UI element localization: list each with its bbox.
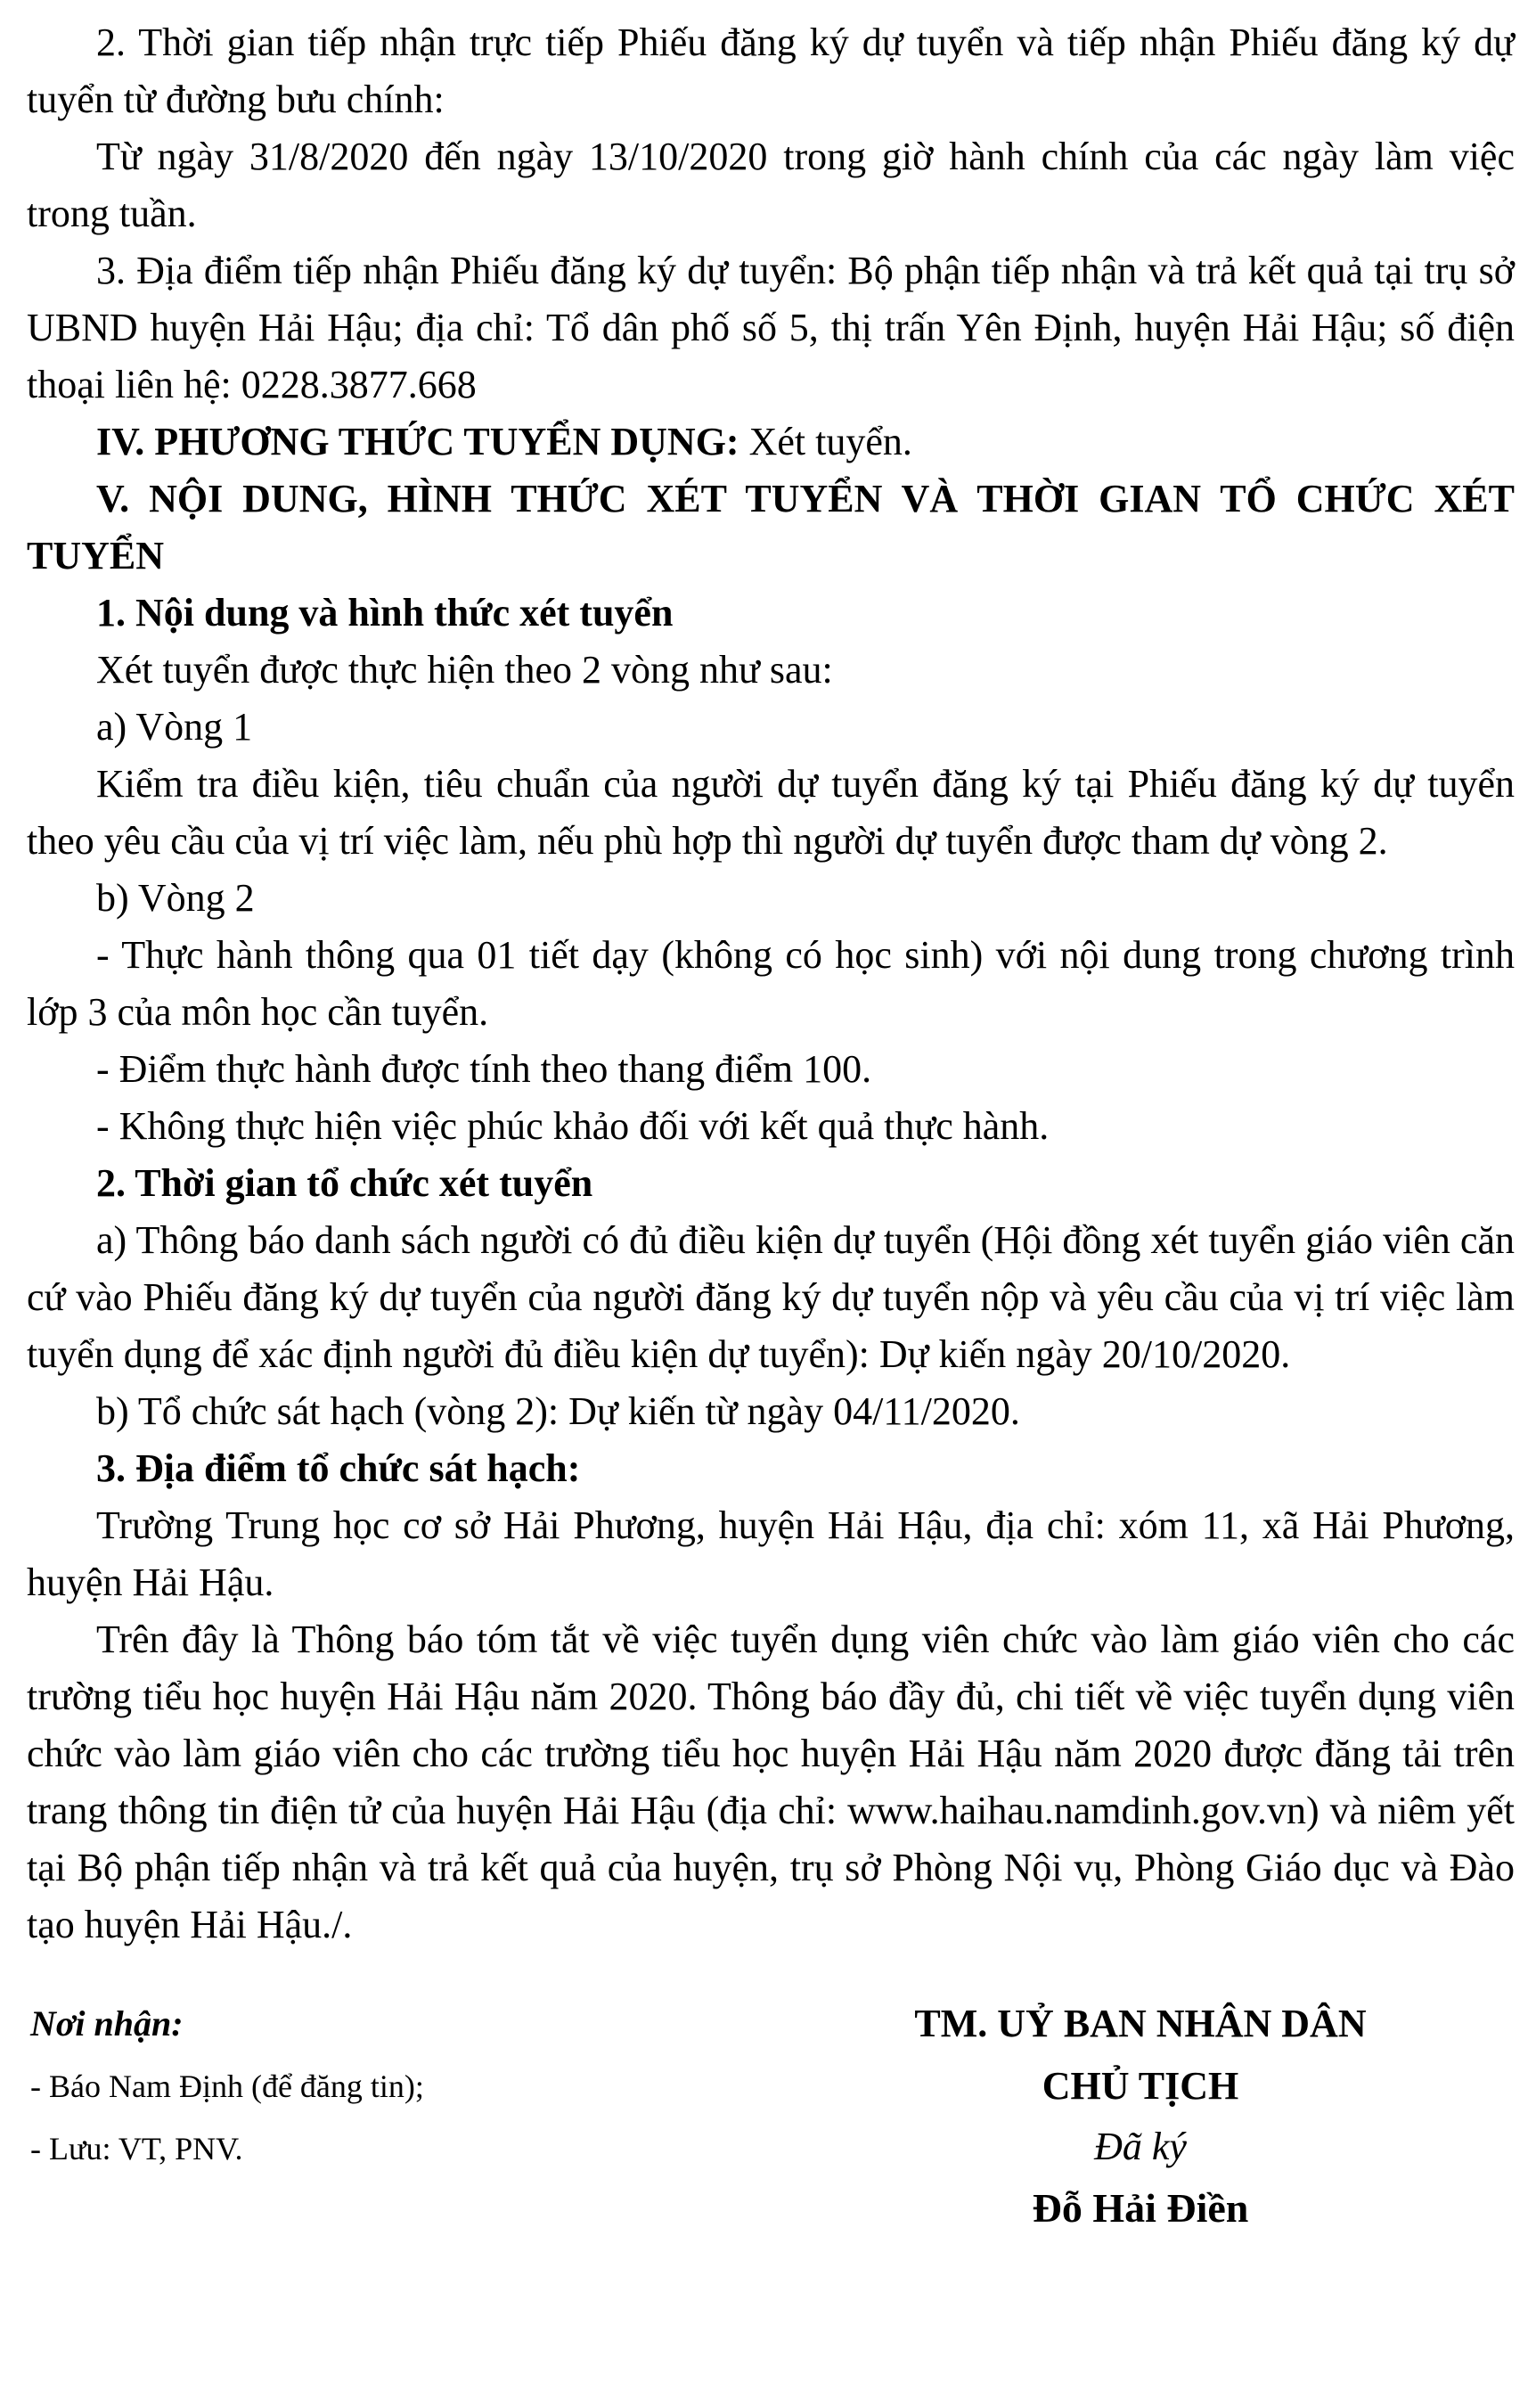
signature-signed-note: Đã ký: [1094, 2125, 1187, 2168]
text-run: - Thực hành thông qua 01 tiết dạy (không có học sinh) với nội dung trong chương trình lớp 3 của môn học cần tuyển.: [27, 933, 1515, 1034]
text-run: - Điểm thực hành được tính theo thang điểm 100.: [96, 1047, 872, 1091]
para-2-reception-time: [27, 14, 1515, 128]
para-2-schedule-heading: [27, 1155, 1515, 1212]
signature-authority: TM. UỶ BAN NHÂN DÂN: [914, 2002, 1367, 2045]
para-round-2-scale: [27, 1041, 1515, 1098]
signature-title: CHỦ TỊCH: [1042, 2064, 1239, 2108]
para-closing: [27, 1611, 1515, 1953]
text-run: V. NỘI DUNG, HÌNH THỨC XÉT TUYỂN VÀ THỜI GIAN TỔ CHỨC XÉT TUYỂN: [27, 477, 1515, 577]
text-run: IV. PHƯƠNG THỨC TUYỂN DỤNG:: [96, 420, 739, 463]
document-body: [27, 14, 1515, 1953]
text-run: 3. Địa điểm tổ chức sát hạch:: [96, 1446, 581, 1490]
para-schedule-a: [27, 1212, 1515, 1383]
text-run: Xét tuyển.: [739, 420, 912, 463]
para-round-2-practice: [27, 927, 1515, 1041]
para-iv-method: [27, 414, 1515, 471]
para-v-heading: [27, 471, 1515, 585]
recipient-item-luu: - Lưu: VT, PNV.: [30, 2131, 243, 2166]
text-run: a) Vòng 1: [96, 705, 253, 749]
para-3-exam-place-heading: [27, 1440, 1515, 1497]
text-run: Xét tuyển được thực hiện theo 2 vòng như sau:: [96, 648, 833, 692]
para-round-1-label: [27, 699, 1515, 756]
text-run: 2. Thời gian tiếp nhận trực tiếp Phiếu đăng ký dự tuyển và tiếp nhận Phiếu đăng ký dự tuyển từ đường bưu chính:: [27, 20, 1515, 121]
text-run: b) Tổ chức sát hạch (vòng 2): Dự kiến từ ngày 04/11/2020.: [96, 1389, 1020, 1433]
text-run: 2. Thời gian tổ chức xét tuyển: [96, 1161, 593, 1205]
text-run: - Không thực hiện việc phúc khảo đối với kết quả thực hành.: [96, 1104, 1050, 1148]
document-footer: [27, 1993, 1515, 2240]
recipient-item-bao-nam-dinh: - Báo Nam Định (để đăng tin);: [30, 2068, 424, 2104]
text-run: 1. Nội dung và hình thức xét tuyển: [96, 591, 674, 635]
text-run: Trường Trung học cơ sở Hải Phương, huyện Hải Hậu, địa chỉ: xóm 11, xã Hải Phương, huyện Hải Hậu.: [27, 1503, 1515, 1604]
para-two-rounds: [27, 642, 1515, 699]
text-run: b) Vòng 2: [96, 876, 255, 920]
recipients-block: [27, 1993, 424, 2240]
para-3-reception-place: [27, 242, 1515, 414]
recipients-label: Nơi nhận:: [30, 2003, 184, 2044]
text-run: Từ ngày 31/8/2020 đến ngày 13/10/2020 trong giờ hành chính của các ngày làm việc trong tuần.: [27, 135, 1515, 235]
para-schedule-b: [27, 1383, 1515, 1440]
para-round-1-desc: [27, 756, 1515, 870]
text-run: Kiểm tra điều kiện, tiêu chuẩn của người dự tuyển đăng ký tại Phiếu đăng ký dự tuyển theo yêu cầu của vị trí việc làm, nếu phù hợp thì người dự tuyển được tham dự vòng 2.: [27, 762, 1515, 863]
text-run: a) Thông báo danh sách người có đủ điều kiện dự tuyển (Hội đồng xét tuyển giáo viên căn cứ vào Phiếu đăng ký dự tuyển của người đăng ký dự tuyển nộp và yêu cầu của vị trí việc làm tuyển dụng để xác định người đủ điều kiện dự tuyển): Dự kiến ngày 20/10/2020.: [27, 1218, 1515, 1376]
para-round-2-no-review: [27, 1098, 1515, 1155]
para-round-2-label: [27, 870, 1515, 927]
text-run: 3. Địa điểm tiếp nhận Phiếu đăng ký dự tuyển: Bộ phận tiếp nhận và trả kết quả tại trụ sở UBND huyện Hải Hậu; địa chỉ: Tổ dân phố số 5, thị trấn Yên Định, huyện Hải Hậu; số điện thoại liên hệ: 0228.3877.668: [27, 249, 1515, 406]
para-1-content-form: [27, 585, 1515, 642]
text-run: Trên đây là Thông báo tóm tắt về việc tuyển dụng viên chức vào làm giáo viên cho các trường tiểu học huyện Hải Hậu năm 2020. Thông báo đầy đủ, chi tiết về việc tuyển dụng viên chức vào làm giáo viên cho các trường tiểu học huyện Hải Hậu năm 2020 được đăng tải trên trang thông tin điện tử của huyện Hải Hậu (địa chỉ: www.haihau.namdinh.gov.vn) và niêm yết tại Bộ phận tiếp nhận và trả kết quả của huyện, trụ sở Phòng Nội vụ, Phòng Giáo dục và Đào tạo huyện Hải Hậu./.: [27, 1618, 1515, 1946]
signature-block: [846, 1993, 1434, 2240]
signature-name: Đỗ Hải Điền: [1032, 2185, 1249, 2231]
para-reception-dates: [27, 128, 1515, 242]
para-exam-place-desc: [27, 1497, 1515, 1611]
